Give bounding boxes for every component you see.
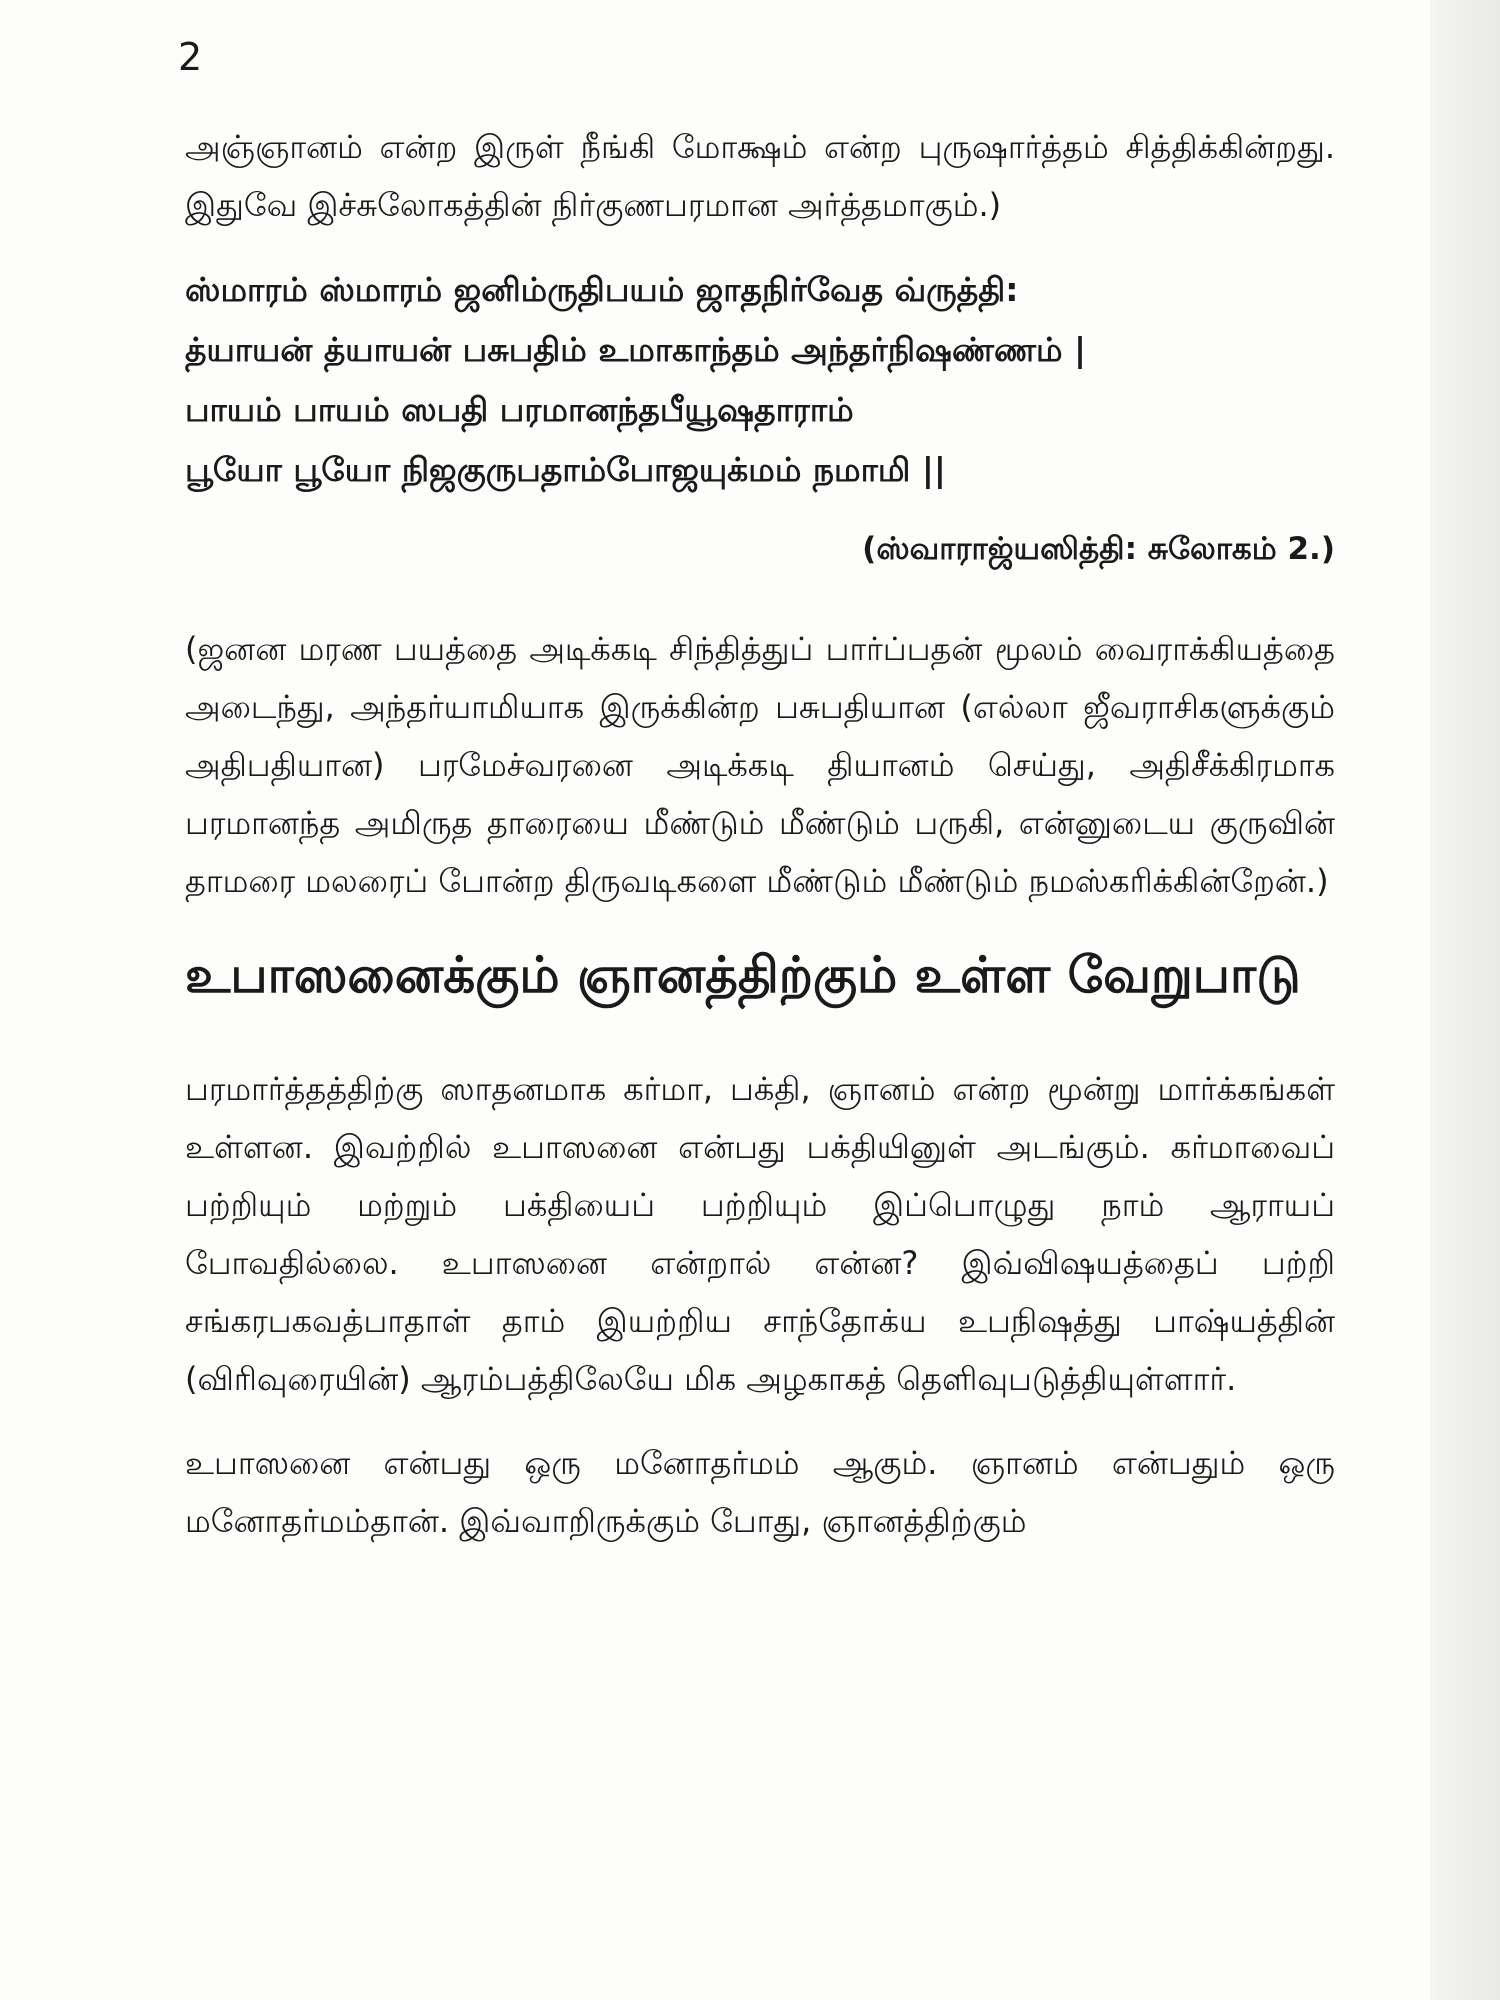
verse-attribution: (ஸ்வாராஜ்யஸித்தி: சுலோகம் 2.) [862,531,1335,567]
section-heading: உபாஸனைக்கும் ஞானத்திற்கும் உள்ள வேறுபாடு [185,946,1301,1004]
verse-line-1: ஸ்மாரம் ஸ்மாரம் ஜனிம்ருதிபயம் ஜாதநிர்வேத வ்ருத்தி: [185,270,1019,309]
paragraph-verse-meaning: (ஜனன மரண பயத்தை அடிக்கடி சிந்தித்துப் பார்ப்பதன் மூலம் வைராக்கியத்தை அடைந்து, அந்தர்யாமியாக இருக்கின்ற பசுபதியான (எல்லா ஜீவராசிகளுக்கும் அதிபதியான) பரமேச்வரனை அடிக்கடி தியானம் செய்து, அதிசீக்கிரமாக பரமானந்த அமிருத தாரையை மீண்டும் மீண்டும் பருகி, என்னுடைய குருவின் தாமரை மலரைப் போன்ற திருவடிகளை மீண்டும் மீண்டும் நமஸ்கரிக்கின்றேன்.) [185,630,1335,900]
verse-line-3: பாயம் பாயம் ஸபதி பரமானந்தபீயூஷதாராம் [185,390,854,429]
page-content [185,118,1335,1576]
verse-line-2: த்யாயன் த்யாயன் பசுபதிம் உமாகாந்தம் அந்தர்நிஷண்ணம் | [185,330,1087,369]
page-edge-shadow [1430,0,1500,2000]
verse-line-4: பூயோ பூயோ நிஜகுருபதாம்போஜயுக்மம் நமாமி || [185,450,946,489]
sloka-verse [185,260,1335,500]
paragraph-body-2: உபாஸனை என்பது ஒரு மனோதர்மம் ஆகும். ஞானம் என்பதும் ஒரு மனோதர்மம்தான். இவ்வாறிருக்கும் போது, ஞானத்திற்கும் [185,1444,1335,1540]
paragraph-intro: அஞ்ஞானம் என்ற இருள் நீங்கி மோக்ஷம் என்ற புருஷார்த்தம் சித்திக்கின்றது. இதுவே இச்சுலோகத்தின் நிர்குணபரமான அர்த்தமாகும்.) [185,128,1336,224]
page-number: 2 [178,35,203,79]
paragraph-body-1: பரமார்த்தத்திற்கு ஸாதனமாக கர்மா, பக்தி, ஞானம் என்ற மூன்று மார்க்கங்கள் உள்ளன. இவற்றில் உபாஸனை என்பது பக்தியினுள் அடங்கும். கர்மாவைப் பற்றியும் மற்றும் பக்தியைப் பற்றியும் இப்பொழுது நாம் ஆராயப் போவதில்லை. உபாஸனை என்றால் என்ன? இவ்விஷயத்தைப் பற்றி சங்கரபகவத்பாதாள் தாம் இயற்றிய சாந்தோக்ய உபநிஷத்து பாஷ்யத்தின் (விரிவுரையின்) ஆரம்பத்திலேயே மிக அழகாகத் தெளிவுபடுத்தியுள்ளார். [185,1070,1335,1398]
